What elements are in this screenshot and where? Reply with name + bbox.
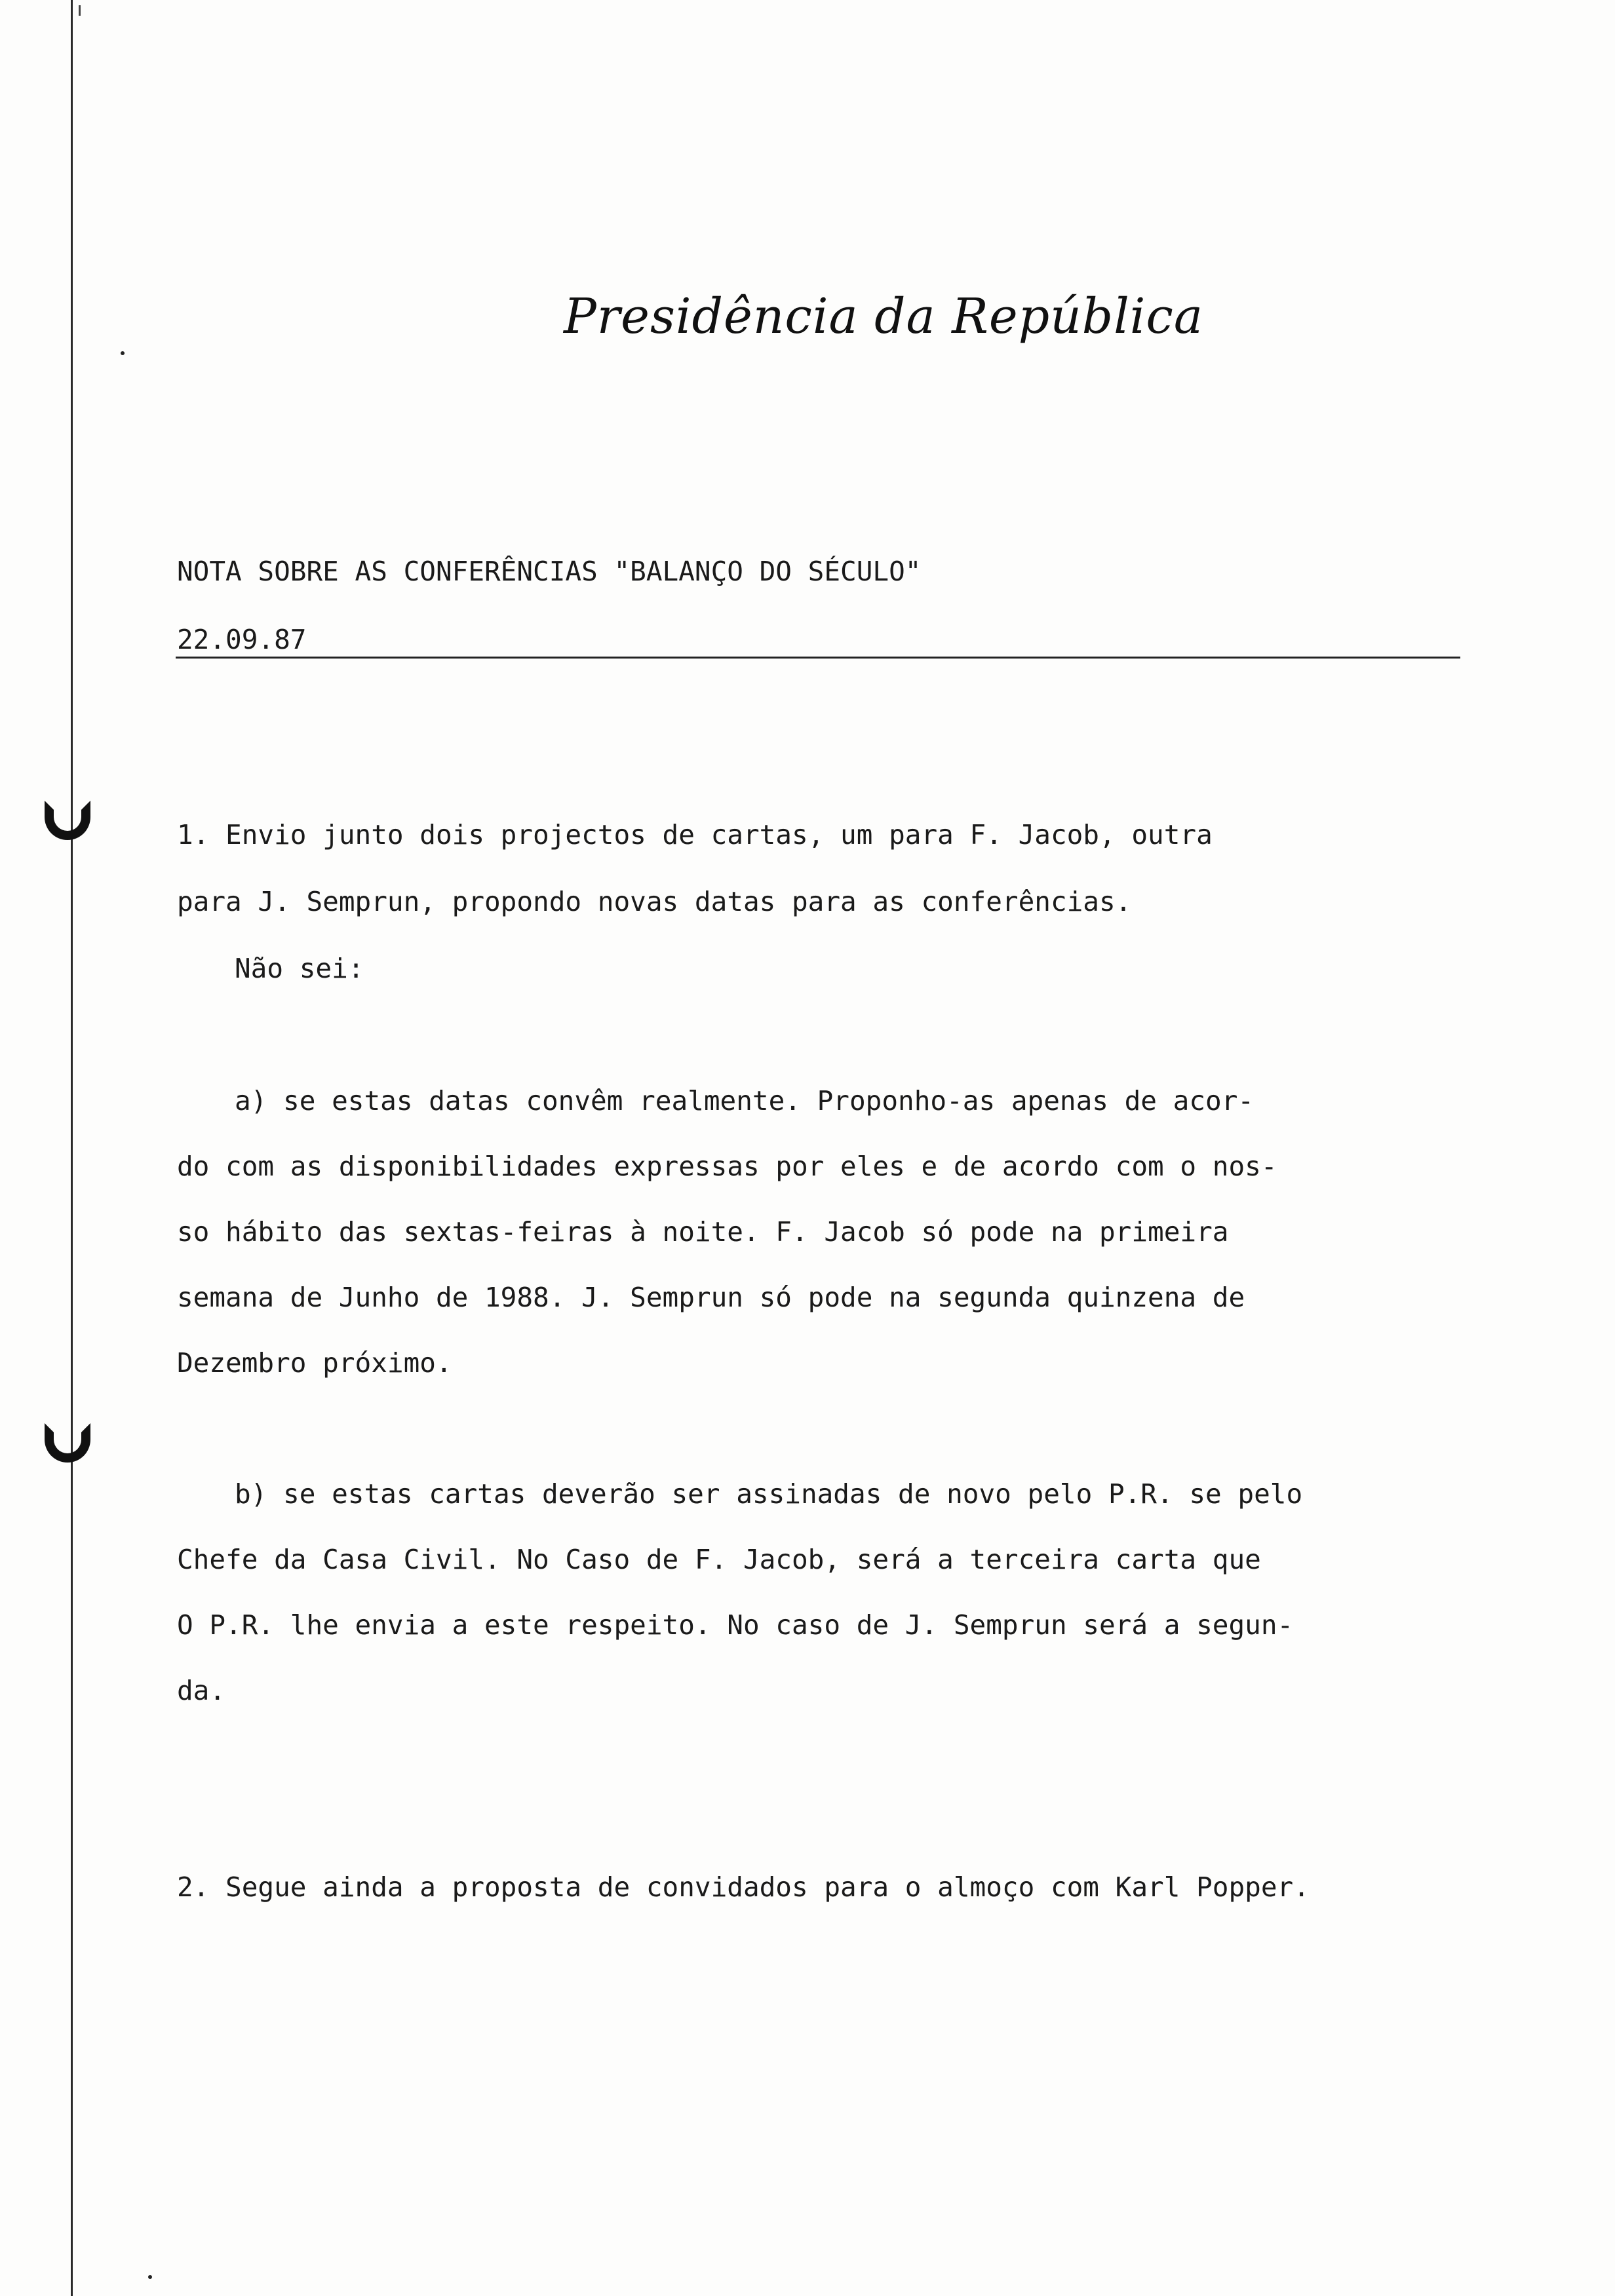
scan-mark	[79, 5, 81, 16]
item-b-line: O P.R. lhe envia a este respeito. No caso de J. Semprun será a segun-	[177, 1609, 1294, 1641]
section-2-line: 2. Segue ainda a proposta de convidados para o almoço com Karl Popper.	[177, 1871, 1310, 1903]
punch-hole	[45, 801, 90, 840]
section-1-line: Não sei:	[235, 953, 364, 984]
section-1-line: 1. Envio junto dois projectos de cartas, um para F. Jacob, outra	[177, 819, 1213, 851]
document-date: 22.09.87	[177, 624, 307, 655]
item-a-line: semana de Junho de 1988. J. Semprun só pode na segunda quinzena de	[177, 1282, 1245, 1313]
item-b-line: Chefe da Casa Civil. No Caso de F. Jacob, será a terceira carta que	[177, 1544, 1261, 1575]
item-a-line: do com as disponibilidades expressas por eles e de acordo com o nos-	[177, 1151, 1277, 1182]
scan-speck	[121, 351, 125, 355]
item-a-line: so hábito das sextas-feiras à noite. F. Jacob só pode na primeira	[177, 1216, 1229, 1248]
item-a-line: Dezembro próximo.	[177, 1347, 452, 1379]
title-underline	[176, 657, 1460, 659]
scan-speck	[148, 2275, 152, 2279]
binding-line	[71, 0, 73, 2296]
letterhead: Presidência da República	[564, 288, 1203, 345]
item-b-line: da.	[177, 1675, 226, 1706]
item-b-line: b) se estas cartas deverão ser assinadas de novo pelo P.R. se pelo	[235, 1478, 1303, 1510]
section-1-line: para J. Semprun, propondo novas datas para as conferências.	[177, 886, 1132, 917]
page-title: NOTA SOBRE AS CONFERÊNCIAS "BALANÇO DO SÉCULO"	[177, 556, 922, 587]
item-a-line: a) se estas datas convêm realmente. Proponho-as apenas de acor-	[235, 1085, 1255, 1117]
punch-hole	[45, 1423, 90, 1463]
